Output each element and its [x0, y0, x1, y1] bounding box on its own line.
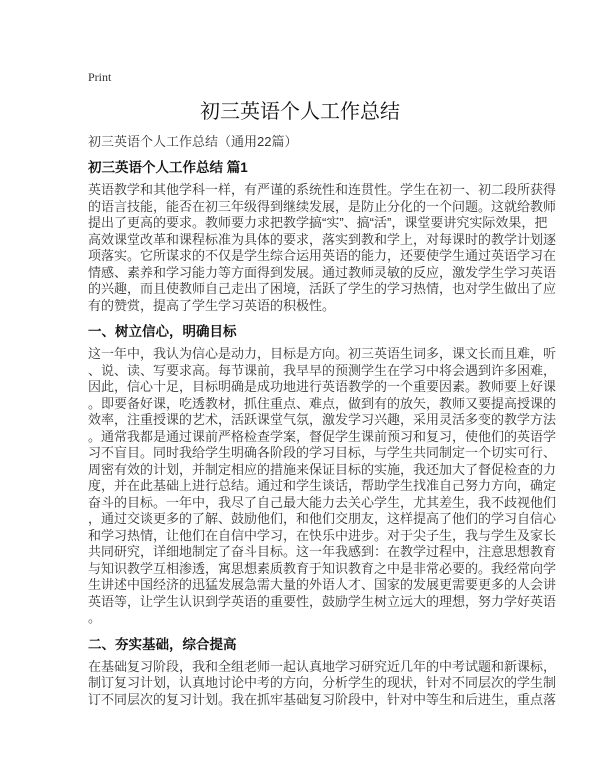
print-link[interactable]: Print [88, 70, 112, 84]
text-line: 提出了更高的要求。教师要力求把教学搞“实”、搞“活”，课堂要讲究实际效果，把 [88, 215, 548, 230]
heading-2: 二、夯实基础，综合提高 [88, 636, 237, 652]
text-line: ，通过交谈更多的了解、鼓励他们，和他们交朋友，这样提高了他们的学习自信心 [88, 511, 557, 526]
document-title: 初三英语个人工作总结 [200, 101, 400, 123]
text-line: 共同研究，详细地制定了奋斗目标。这一年我感到：在教学过程中，注意思想教育 [88, 544, 557, 559]
text-line: 习不盲目。同时我给学生明确各阶段的学习目标，与学生共同制定一个切实可行、 [88, 445, 557, 460]
text-line: 效率，注重授课的艺术，活跃课堂气氛，激发学习兴趣，采用灵活多变的教学方法 [88, 412, 557, 427]
text-line: 高效课堂改革和课程标准为具体的要求，落实到教和学上，对每课时的教学计划逐 [88, 231, 557, 247]
text-line: 的语言技能，能否在初三年级得到继续发展，是防止分化的一个问题。这就给教师 [88, 198, 557, 214]
text-line: 。即要备好课，吃透教材，抓住重点、难点，做到有的放矢，教师又要提高授课的 [88, 395, 557, 411]
text-line: 英语教学和其他学科一样，有严谨的系统性和连贯性。学生在初一、初二段所获得 [88, 182, 557, 197]
text-line: 在基础复习阶段，我和全组老师一起认真地学习研究近几年的中考试题和新课标， [88, 658, 557, 674]
document-subtitle: 初三英语个人工作总结（通用22篇） [88, 134, 298, 149]
text-line: 与知识教学互相渗透，寓思想素质教育于知识教育之中是非常必要的。我经常向学 [88, 560, 557, 576]
text-line: 项落实。它所谋求的不仅是学生综合运用英语的能力，还要使学生通过英语学习在 [88, 248, 557, 263]
text-line: 、说、读、写要求高。每节课前，我早早的预测学生在学习中将会遇到许多困难， [88, 362, 557, 378]
text-line: 周密有效的计划，并制定相应的措施来保证目标的实施，我还加大了督促检查的力 [88, 461, 557, 477]
heading-1: 一、树立信心，明确目标 [88, 324, 237, 339]
text-line: 度，并在此基础上进行总结。通过和学生谈话，帮助学生找准自己努力方向，确定 [88, 478, 557, 493]
text-line: 情感、素养和学习能力等方面得到发展。通过教师灵敏的反应，激发学生学习英语 [88, 264, 557, 280]
paragraph-2 [88, 658, 557, 709]
text-line: 因此，信心十足，目标明确是成功地进行英语教学的一个重要因素。教师要上好课 [88, 379, 557, 394]
text-line: 制订复习计划，认真地讨论中考的方向，分析学生的现状，针对不同层次的学生制 [88, 675, 557, 690]
intro-paragraph [88, 182, 557, 314]
text-line: 。通常我都是通过课前严格检查学案，督促学生课前预习和复习，使他们的英语学 [88, 428, 557, 444]
paragraph-1 [88, 346, 557, 627]
text-line: 的兴趣，而且使教师自己走出了困境，活跃了学生的学习热情，也对学生做出了应 [88, 281, 557, 296]
text-line: 有的赞赏，提高了学生学习英语的积极性。 [88, 297, 336, 313]
text-line: 和学习热情，让他们在自信中学习，在快乐中进步。对于尖子生，我与学生及家长 [88, 527, 557, 543]
text-line: 生讲述中国经济的迅猛发展急需大量的外语人才、国家的发展更需要更多的人会讲 [88, 577, 557, 592]
text-line: 。 [88, 610, 102, 625]
text-line: 英语等，让学生认识到学英语的重要性，鼓励学生树立远大的理想，努力学好英语 [88, 593, 557, 609]
text-line: 订不同层次的复习计划。我在抓牢基础复习阶段中，针对中等生和后进生，重点落 [88, 691, 557, 707]
section-title: 初三英语个人工作总结 篇1 [88, 160, 248, 175]
text-line: 奋斗的目标。一年中，我尽了自己最大能力去关心学生，尤其差生，我不歧视他们 [88, 494, 557, 510]
text-line: 这一年中，我认为信心是动力，目标是方向。初三英语生词多，课文长而且难，听 [88, 346, 557, 361]
